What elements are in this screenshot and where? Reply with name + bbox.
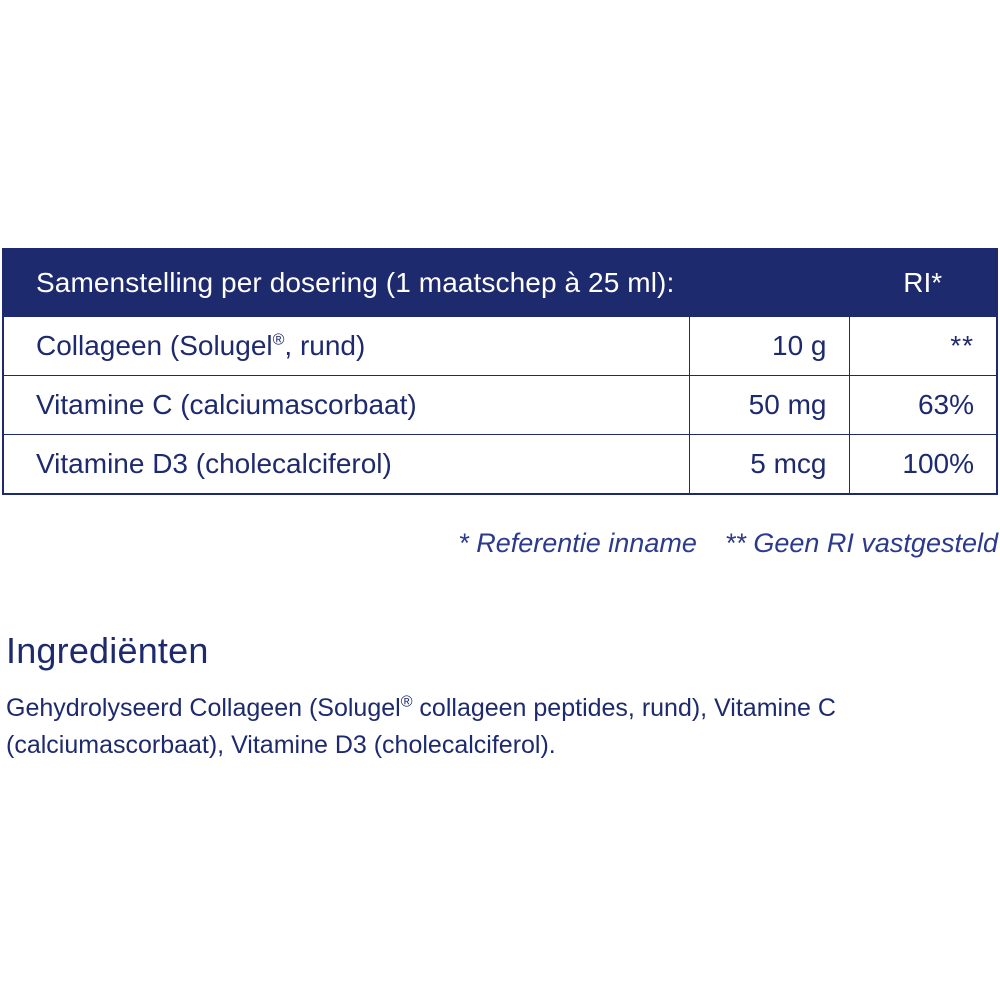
table-header-composition: Samenstelling per dosering (1 maatschep à 25 ml): <box>3 249 689 317</box>
footnote-no-ri: ** Geen RI vastgesteld <box>724 528 998 558</box>
table-footnotes <box>298 528 998 559</box>
table-row <box>3 317 997 376</box>
row-ri-vitamine-c: 63% <box>849 376 997 435</box>
registered-trademark-icon: ® <box>272 331 285 349</box>
row-amount-collageen: 10 g <box>689 317 849 376</box>
row-amount-vitamine-c: 50 mg <box>689 376 849 435</box>
table-body <box>3 317 997 495</box>
ingredients-text-part1: Gehydrolyseerd Collageen (Solugel <box>6 694 401 722</box>
row-ri-collageen: ** <box>849 317 997 376</box>
table-row <box>3 435 997 495</box>
table-header <box>3 249 997 317</box>
ingredients-heading: Ingrediënten <box>6 629 209 671</box>
row-ri-vitamine-d3: 100% <box>849 435 997 495</box>
table-header-amount <box>689 249 849 317</box>
ingredients-text-part2: collageen peptides, rund), Vitamine C (calciumascorbaat), Vitamine D3 (cholecalciferol). <box>6 694 836 759</box>
row-amount-vitamine-d3: 5 mcg <box>689 435 849 495</box>
ingredients-text <box>6 690 994 764</box>
row-name-text: Vitamine D3 (cholecalciferol) <box>36 448 392 479</box>
row-name-text: Collageen (Solugel <box>36 330 273 361</box>
row-name-text: Vitamine C (calciumascorbaat) <box>36 389 417 420</box>
nutrition-table <box>2 248 998 495</box>
row-name-vitamine-c <box>3 376 689 435</box>
table-row <box>3 376 997 435</box>
footnote-ri: * Referentie inname <box>458 528 697 558</box>
row-name-tail: , rund) <box>284 330 366 361</box>
row-name-vitamine-d3 <box>3 435 689 495</box>
table-header-row <box>3 249 997 317</box>
registered-trademark-icon: ® <box>400 693 413 711</box>
row-name-collageen <box>3 317 689 376</box>
table-header-ri: RI* <box>849 249 997 317</box>
